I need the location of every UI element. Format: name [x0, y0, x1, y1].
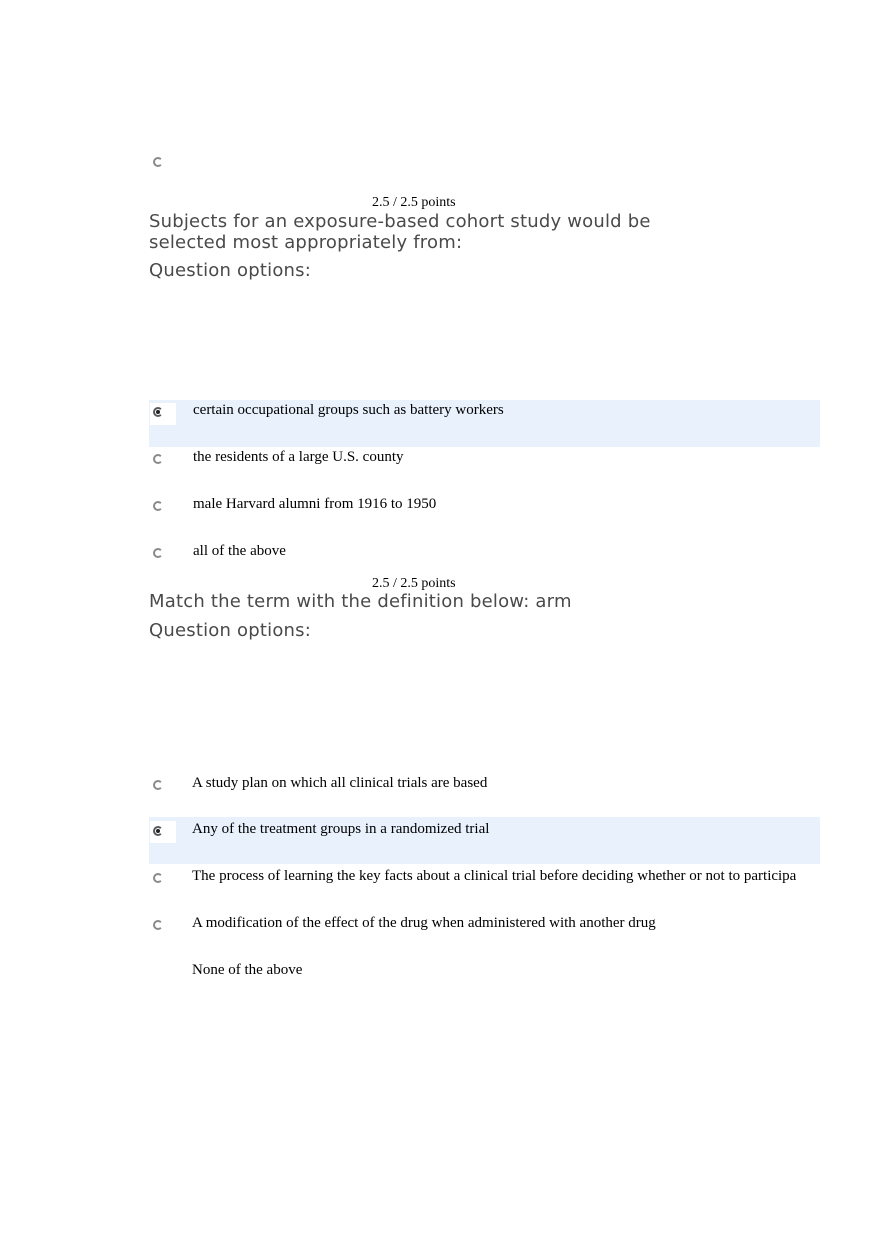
radio-checked-icon[interactable]	[153, 826, 163, 836]
q2-option-3-label: A modification of the effect of the drug when administered with another drug	[192, 915, 656, 931]
q1-option-3-label: all of the above	[193, 543, 286, 559]
q2-options-label: Question options:	[149, 620, 311, 641]
q2-option-0-label: A study plan on which all clinical trials are based	[192, 775, 488, 791]
radio-icon[interactable]	[153, 157, 163, 167]
q2-option-2-label: The process of learning the key facts about a clinical trial before deciding whether or not to participa	[192, 868, 797, 884]
q2-points: 2.5 / 2.5 points	[372, 576, 456, 591]
radio-icon[interactable]	[153, 454, 163, 464]
radio-icon[interactable]	[153, 548, 163, 558]
q2-option-4-label: None of the above	[192, 962, 303, 978]
radio-checked-icon[interactable]	[153, 407, 163, 417]
radio-icon[interactable]	[153, 873, 163, 883]
q2-question-text: Match the term with the definition below: arm	[149, 591, 572, 612]
q1-option-1-label: the residents of a large U.S. county	[193, 449, 404, 465]
radio-icon[interactable]	[153, 501, 163, 511]
q1-options-label: Question options:	[149, 260, 311, 281]
radio-icon[interactable]	[153, 780, 163, 790]
q1-question-text: Subjects for an exposure-based cohort study would be selected most appropriately from:	[149, 211, 651, 253]
q1-option-0-label: certain occupational groups such as battery workers	[193, 402, 504, 418]
radio-icon[interactable]	[153, 920, 163, 930]
q2-option-1-label: Any of the treatment groups in a randomized trial	[192, 821, 490, 837]
q1-points: 2.5 / 2.5 points	[372, 195, 456, 210]
q1-option-2-label: male Harvard alumni from 1916 to 1950	[193, 496, 437, 512]
